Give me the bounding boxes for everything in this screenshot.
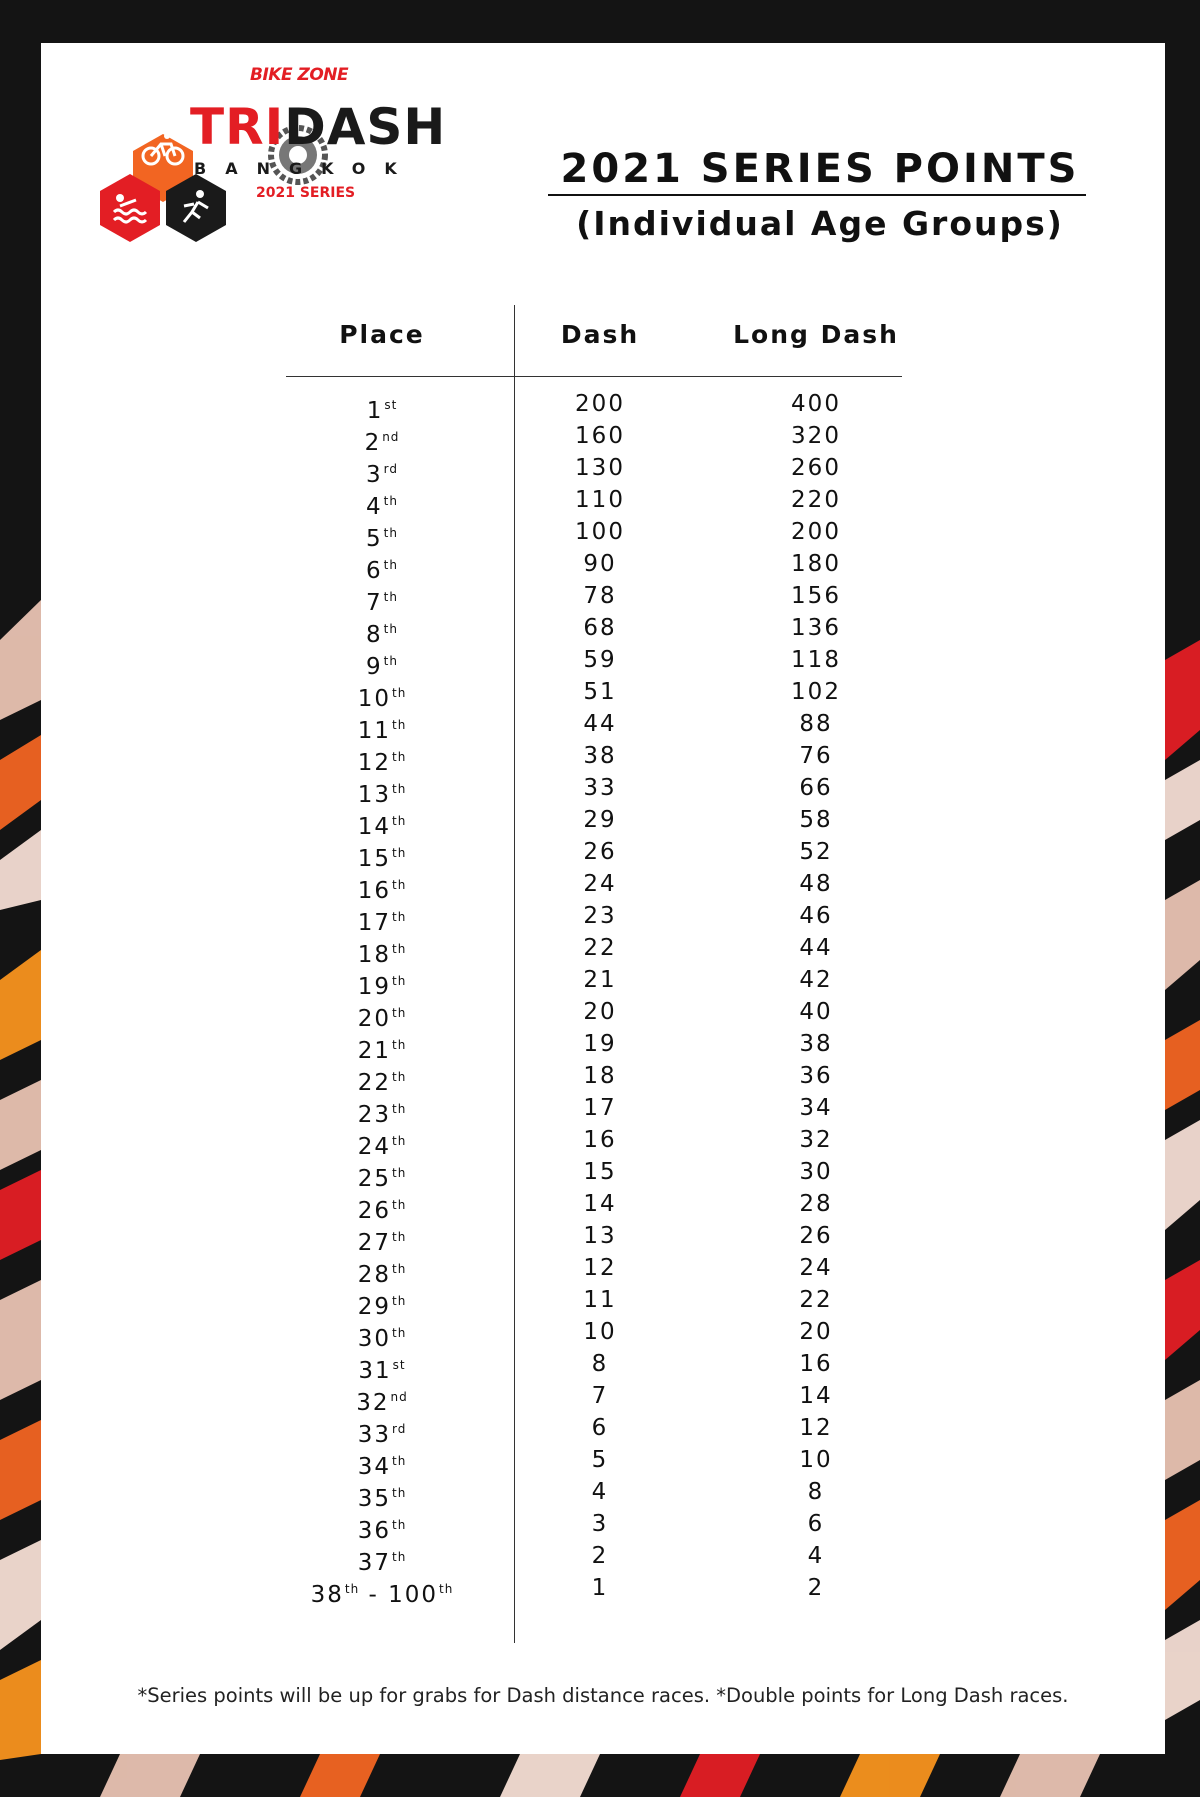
long-dash-points-cell: 20 (799, 1319, 833, 1345)
long-dash-points-cell: 400 (791, 391, 841, 417)
long-dash-points-cell: 40 (799, 999, 833, 1025)
long-dash-points-cell: 30 (799, 1159, 833, 1185)
place-suffix: th (391, 782, 407, 796)
place-suffix: nd (382, 430, 400, 444)
place-cell (366, 591, 398, 615)
long-dash-points-cell: 118 (791, 647, 841, 673)
place-suffix: st (392, 1358, 406, 1372)
place-number: 23 (357, 1102, 391, 1128)
place-suffix: th (391, 1166, 407, 1180)
table-row (0, 647, 1200, 679)
place-number: 18 (357, 942, 391, 968)
dash-points-cell: 8 (591, 1351, 609, 1377)
table-row (0, 743, 1200, 775)
long-dash-points-cell: 42 (799, 967, 833, 993)
place-number: 19 (357, 974, 391, 1000)
place-cell (311, 1583, 454, 1607)
place-cell (358, 1103, 407, 1127)
dash-points-cell: 13 (583, 1223, 617, 1249)
place-suffix: th (391, 1262, 407, 1276)
table-row (0, 903, 1200, 935)
place-cell (358, 687, 407, 711)
place-suffix: th (383, 654, 398, 668)
place-number: 29 (357, 1294, 391, 1320)
place-number: 36 (357, 1518, 391, 1544)
place-suffix: th (391, 974, 407, 988)
long-dash-points-cell: 320 (791, 423, 841, 449)
place-number: 11 (357, 718, 391, 744)
bike-zone-wordmark: BIKE ZONE (250, 65, 349, 85)
place-suffix: th (383, 494, 398, 508)
place-cell (358, 1231, 407, 1255)
table-row (0, 1063, 1200, 1095)
dash-points-cell: 90 (583, 551, 617, 577)
place-number: 35 (357, 1486, 391, 1512)
dash-points-cell: 24 (583, 871, 617, 897)
place-cell (358, 1295, 407, 1319)
table-row (0, 487, 1200, 519)
dash-points-cell: 59 (583, 647, 617, 673)
table-row (0, 1543, 1200, 1575)
dash-points-cell: 160 (575, 423, 625, 449)
long-dash-points-cell: 66 (799, 775, 833, 801)
place-cell (358, 911, 407, 935)
dash-points-cell: 100 (575, 519, 625, 545)
dash-points-cell: 14 (583, 1191, 617, 1217)
dash-points-cell: 4 (591, 1479, 609, 1505)
tridash-wordmark (190, 98, 447, 156)
place-cell (366, 623, 398, 647)
table-row (0, 935, 1200, 967)
place-number: 26 (357, 1198, 391, 1224)
place-cell (358, 1551, 407, 1575)
place-suffix: th (391, 1198, 407, 1212)
place-suffix: th (391, 1134, 407, 1148)
place-suffix: th (391, 750, 407, 764)
place-cell (358, 783, 407, 807)
table-row (0, 583, 1200, 615)
place-suffix: th (391, 1326, 407, 1340)
table-row (0, 1575, 1200, 1607)
place-suffix: th (391, 1038, 407, 1052)
page-subtitle: (Individual Age Groups) (576, 204, 1064, 243)
dash-points-cell: 51 (583, 679, 617, 705)
place-number: 13 (357, 782, 391, 808)
long-dash-points-cell: 260 (791, 455, 841, 481)
place-cell (358, 1135, 407, 1159)
column-header-long-dash: Long Dash (733, 320, 899, 349)
table-row (0, 711, 1200, 743)
place-number: 9 (366, 654, 383, 680)
place-number: 31 (358, 1358, 392, 1384)
header-divider (286, 376, 902, 377)
long-dash-points-cell: 102 (791, 679, 841, 705)
table-row (0, 1383, 1200, 1415)
long-dash-points-cell: 156 (791, 583, 841, 609)
dash-points-cell: 10 (583, 1319, 617, 1345)
table-row (0, 967, 1200, 999)
long-dash-points-cell: 16 (799, 1351, 833, 1377)
place-suffix: rd (391, 1422, 407, 1436)
points-table-body (0, 391, 1200, 1607)
table-row (0, 999, 1200, 1031)
table-row (0, 455, 1200, 487)
place-suffix: th (391, 718, 407, 732)
place-number: 5 (366, 526, 383, 552)
place-cell (358, 719, 407, 743)
place-range-separator: - (359, 1582, 389, 1608)
place-suffix: st (384, 398, 398, 412)
place-number: 4 (366, 494, 383, 520)
place-cell (358, 1071, 407, 1095)
dash-points-cell: 33 (583, 775, 617, 801)
place-cell (365, 431, 400, 455)
place-suffix: th (391, 846, 407, 860)
place-suffix: rd (383, 462, 398, 476)
long-dash-points-cell: 6 (807, 1511, 825, 1537)
place-cell (358, 1359, 405, 1383)
place-suffix: th (383, 558, 398, 572)
place-number: 16 (357, 878, 391, 904)
dash-points-cell: 130 (575, 455, 625, 481)
table-row (0, 391, 1200, 423)
page-title: 2021 SERIES POINTS (560, 146, 1080, 192)
place-number: 10 (357, 686, 391, 712)
dash-points-cell: 23 (583, 903, 617, 929)
long-dash-points-cell: 26 (799, 1223, 833, 1249)
long-dash-points-cell: 2 (807, 1575, 825, 1601)
long-dash-points-cell: 46 (799, 903, 833, 929)
place-number: 20 (357, 1006, 391, 1032)
long-dash-points-cell: 200 (791, 519, 841, 545)
place-cell (358, 1327, 407, 1351)
long-dash-points-cell: 4 (807, 1543, 825, 1569)
long-dash-points-cell: 14 (799, 1383, 833, 1409)
place-number: 30 (357, 1326, 391, 1352)
dash-points-cell: 38 (583, 743, 617, 769)
place-cell (358, 1199, 407, 1223)
place-suffix: th (391, 1230, 407, 1244)
table-row (0, 1479, 1200, 1511)
dash-points-cell: 1 (591, 1575, 609, 1601)
dash-points-cell: 29 (583, 807, 617, 833)
table-row (0, 1095, 1200, 1127)
table-row (0, 807, 1200, 839)
place-number: 37 (357, 1550, 391, 1576)
long-dash-points-cell: 76 (799, 743, 833, 769)
table-row (0, 839, 1200, 871)
table-row (0, 1287, 1200, 1319)
dash-points-cell: 16 (583, 1127, 617, 1153)
table-row (0, 1255, 1200, 1287)
dash-points-cell: 19 (583, 1031, 617, 1057)
tri-wordmark: TRI (190, 98, 285, 156)
place-cell (358, 751, 407, 775)
place-suffix: th (391, 686, 407, 700)
column-header-dash: Dash (560, 320, 640, 349)
place-suffix: th (391, 1486, 407, 1500)
table-row (0, 1351, 1200, 1383)
place-cell (366, 463, 398, 487)
place-cell (366, 559, 398, 583)
place-cell (358, 1487, 407, 1511)
long-dash-points-cell: 28 (799, 1191, 833, 1217)
table-row (0, 519, 1200, 551)
place-number: 27 (357, 1230, 391, 1256)
place-cell (358, 1455, 407, 1479)
dash-points-cell: 18 (583, 1063, 617, 1089)
place-cell (358, 847, 407, 871)
long-dash-points-cell: 12 (799, 1415, 833, 1441)
long-dash-points-cell: 52 (799, 839, 833, 865)
place-cell (358, 1007, 407, 1031)
place-suffix: th (391, 1518, 407, 1532)
dash-points-cell: 12 (583, 1255, 617, 1281)
place-cell (356, 1391, 408, 1415)
place-number: 3 (366, 462, 383, 488)
place-number: 33 (357, 1422, 391, 1448)
dash-points-cell: 6 (591, 1415, 609, 1441)
long-dash-points-cell: 44 (799, 935, 833, 961)
dash-points-cell: 44 (583, 711, 617, 737)
place-cell (358, 1423, 407, 1447)
dash-points-cell: 7 (591, 1383, 609, 1409)
place-cell (367, 399, 398, 423)
footnote: *Series points will be up for grabs for Dash distance races. *Double points for Long Dash races. (137, 1684, 1069, 1707)
long-dash-points-cell: 32 (799, 1127, 833, 1153)
place-number: 7 (366, 590, 383, 616)
place-suffix: th (391, 814, 407, 828)
dash-points-cell: 17 (583, 1095, 617, 1121)
long-dash-points-cell: 10 (799, 1447, 833, 1473)
long-dash-points-cell: 24 (799, 1255, 833, 1281)
bangkok-wordmark: BANGKOK (194, 159, 416, 178)
long-dash-points-cell: 8 (807, 1479, 825, 1505)
dash-points-cell: 21 (583, 967, 617, 993)
place-suffix: th (391, 1102, 407, 1116)
place-number: 24 (357, 1134, 391, 1160)
long-dash-points-cell: 180 (791, 551, 841, 577)
place-cell (366, 495, 398, 519)
table-row (0, 775, 1200, 807)
place-number: 32 (356, 1390, 390, 1416)
place-cell (358, 943, 407, 967)
table-row (0, 1191, 1200, 1223)
place-number: 25 (357, 1166, 391, 1192)
place-suffix: th (383, 590, 398, 604)
place-number: 14 (357, 814, 391, 840)
table-row (0, 1031, 1200, 1063)
dash-points-cell: 22 (583, 935, 617, 961)
long-dash-points-cell: 34 (799, 1095, 833, 1121)
dash-points-cell: 200 (575, 391, 625, 417)
table-row (0, 1511, 1200, 1543)
place-suffix: th (391, 878, 407, 892)
place-suffix: th (439, 1582, 454, 1596)
place-number: 38 (310, 1582, 344, 1608)
place-suffix: th (383, 622, 398, 636)
place-cell (358, 1263, 407, 1287)
table-row (0, 423, 1200, 455)
column-header-place: Place (339, 320, 425, 349)
place-cell (358, 975, 407, 999)
dash-points-cell: 68 (583, 615, 617, 641)
place-cell (358, 1167, 407, 1191)
place-cell (358, 1519, 407, 1543)
table-row (0, 551, 1200, 583)
dash-points-cell: 15 (583, 1159, 617, 1185)
place-suffix: th (391, 942, 407, 956)
long-dash-points-cell: 22 (799, 1287, 833, 1313)
table-row (0, 615, 1200, 647)
place-suffix: nd (390, 1390, 408, 1404)
dash-points-cell: 11 (583, 1287, 617, 1313)
place-number: 1 (366, 398, 384, 424)
place-suffix: th (391, 1550, 407, 1564)
long-dash-points-cell: 136 (791, 615, 841, 641)
place-number: 34 (357, 1454, 391, 1480)
dash-points-cell: 78 (583, 583, 617, 609)
place-number: 12 (357, 750, 391, 776)
place-number: 15 (357, 846, 391, 872)
dash-points-cell: 26 (583, 839, 617, 865)
dash-wordmark: DASH (284, 98, 447, 156)
dash-points-cell: 3 (591, 1511, 609, 1537)
place-suffix: th (344, 1582, 360, 1596)
long-dash-points-cell: 38 (799, 1031, 833, 1057)
table-row (0, 1447, 1200, 1479)
long-dash-points-cell: 58 (799, 807, 833, 833)
long-dash-points-cell: 88 (799, 711, 833, 737)
place-number: 28 (357, 1262, 391, 1288)
long-dash-points-cell: 36 (799, 1063, 833, 1089)
table-row (0, 1127, 1200, 1159)
table-row (0, 1415, 1200, 1447)
place-suffix: th (391, 1006, 407, 1020)
place-number: 6 (366, 558, 383, 584)
place-cell (366, 655, 398, 679)
place-number: 2 (364, 430, 382, 456)
table-row (0, 1223, 1200, 1255)
long-dash-points-cell: 220 (791, 487, 841, 513)
place-cell (358, 815, 407, 839)
place-number: 100 (388, 1582, 439, 1608)
place-suffix: th (391, 1294, 407, 1308)
place-number: 21 (357, 1038, 391, 1064)
dash-points-cell: 5 (591, 1447, 609, 1473)
table-row (0, 1319, 1200, 1351)
dash-points-cell: 20 (583, 999, 617, 1025)
place-cell (358, 1039, 407, 1063)
place-number: 22 (357, 1070, 391, 1096)
place-suffix: th (383, 526, 398, 540)
table-row (0, 679, 1200, 711)
long-dash-points-cell: 48 (799, 871, 833, 897)
table-row (0, 871, 1200, 903)
table-row (0, 1159, 1200, 1191)
place-number: 8 (366, 622, 383, 648)
series-wordmark: 2021 SERIES (256, 185, 356, 201)
dash-points-cell: 110 (575, 487, 625, 513)
dash-points-cell: 2 (591, 1543, 609, 1569)
place-number: 17 (357, 910, 391, 936)
place-cell (358, 879, 407, 903)
place-suffix: th (391, 1454, 407, 1468)
place-suffix: th (391, 910, 407, 924)
title-underline (548, 194, 1086, 196)
place-cell (366, 527, 398, 551)
place-suffix: th (391, 1070, 407, 1084)
